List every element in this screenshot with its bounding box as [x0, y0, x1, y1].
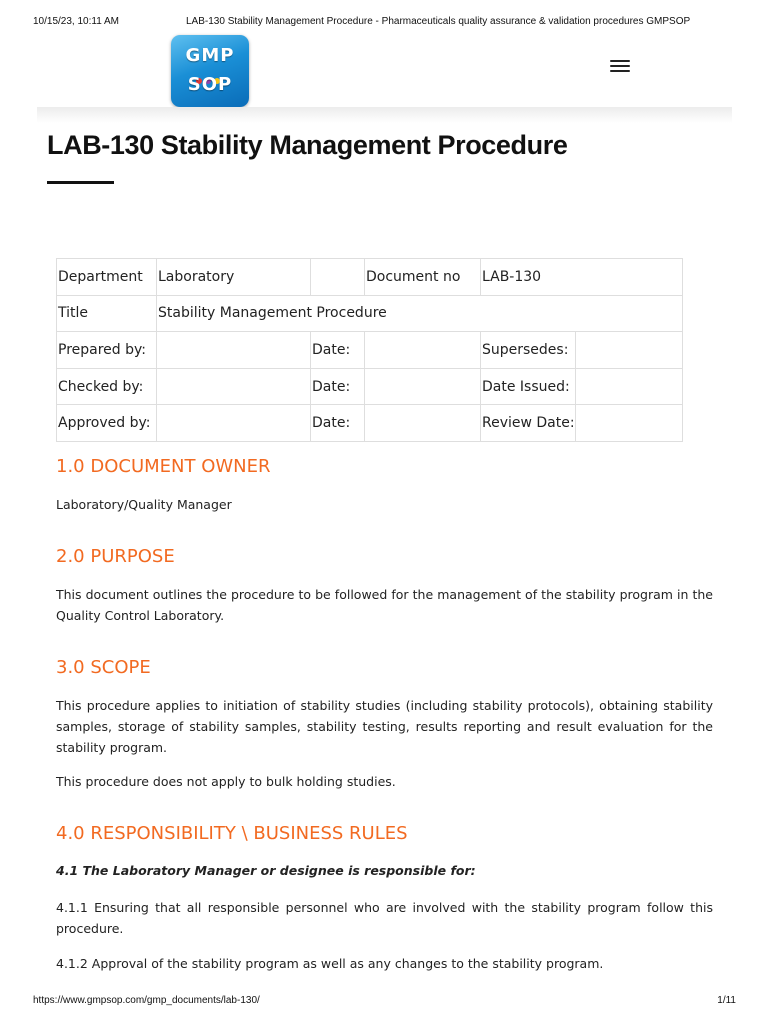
site-header — [37, 32, 732, 110]
table-row — [57, 295, 683, 332]
checked-by-value[interactable] — [157, 368, 311, 405]
department-label: Department — [57, 259, 157, 296]
date-issued-label: Date Issued: — [481, 368, 576, 405]
document-owner-text: Laboratory/Quality Manager — [56, 497, 232, 512]
table-row — [57, 368, 683, 405]
supersedes-value[interactable] — [576, 332, 683, 369]
section-heading-purpose: 2.0 PURPOSE — [56, 546, 175, 567]
print-url[interactable]: https://www.gmpsop.com/gmp_documents/lab-130/ — [33, 995, 260, 1006]
document-no-value: LAB-130 — [481, 259, 576, 296]
purpose-text: This document outlines the procedure to be followed for the management of the stability program in the Quality Control Laboratory. — [56, 587, 713, 623]
department-value-spacer — [311, 259, 365, 296]
print-timestamp: 10/15/23, 10:11 AM — [33, 16, 119, 27]
department-value: Laboratory — [157, 259, 311, 296]
review-date-label: Review Date: — [481, 405, 576, 442]
approved-by-value[interactable] — [157, 405, 311, 442]
prepared-by-value[interactable] — [157, 332, 311, 369]
title-underline — [47, 181, 114, 184]
table-row — [57, 259, 683, 296]
header-shadow — [37, 107, 732, 123]
section-heading-document-owner: 1.0 DOCUMENT OWNER — [56, 456, 271, 477]
hamburger-icon[interactable] — [610, 60, 630, 76]
logo-text-bottom: SOP — [187, 74, 233, 95]
print-footer — [33, 995, 736, 1009]
prepared-date-label: Date: — [311, 332, 365, 369]
date-issued-value[interactable] — [576, 368, 683, 405]
title-label: Title — [57, 295, 157, 332]
responsibility-item-2: 4.1.2 Approval of the stability program as well as any changes to the stability program. — [56, 956, 604, 971]
page-title: LAB-130 Stability Management Procedure — [47, 130, 568, 160]
logo-text-top: GMP — [185, 45, 235, 66]
approved-by-label: Approved by: — [57, 405, 157, 442]
section-heading-responsibility: 4.0 RESPONSIBILITY \ BUSINESS RULES — [56, 823, 408, 844]
prepared-date-value[interactable] — [365, 332, 481, 369]
document-info-table — [56, 258, 683, 442]
prepared-by-label: Prepared by: — [57, 332, 157, 369]
approved-date-label: Date: — [311, 405, 365, 442]
responsibility-item-1: 4.1.1 Ensuring that all responsible personnel who are involved with the stability program follow this procedure. — [56, 900, 713, 936]
checked-date-label: Date: — [311, 368, 365, 405]
section-heading-scope: 3.0 SCOPE — [56, 657, 151, 678]
scope-exclusion-text: This procedure does not apply to bulk holding studies. — [56, 774, 396, 789]
table-row — [57, 332, 683, 369]
review-date-value[interactable] — [576, 405, 683, 442]
responsibility-subheading: 4.1 The Laboratory Manager or designee is responsible for: — [56, 863, 476, 878]
print-header — [33, 16, 733, 30]
page-number: 1/11 — [717, 995, 736, 1006]
document-no-label: Document no — [365, 259, 481, 296]
checked-date-value[interactable] — [365, 368, 481, 405]
document-no-spacer — [576, 259, 683, 296]
supersedes-label: Supersedes: — [481, 332, 576, 369]
gmpsop-logo[interactable] — [171, 35, 249, 107]
scope-text: This procedure applies to initiation of stability studies (including stability protocols), obtaining stability samples, storage of stability samples, stability testing, results reporting and result evaluation for the stability program. — [56, 698, 713, 755]
print-page-title: LAB-130 Stability Management Procedure - Pharmaceuticals quality assurance & validation procedures GMPSOP — [186, 16, 691, 27]
approved-date-value[interactable] — [365, 405, 481, 442]
title-value: Stability Management Procedure — [157, 295, 683, 332]
checked-by-label: Checked by: — [57, 368, 157, 405]
table-row — [57, 405, 683, 442]
